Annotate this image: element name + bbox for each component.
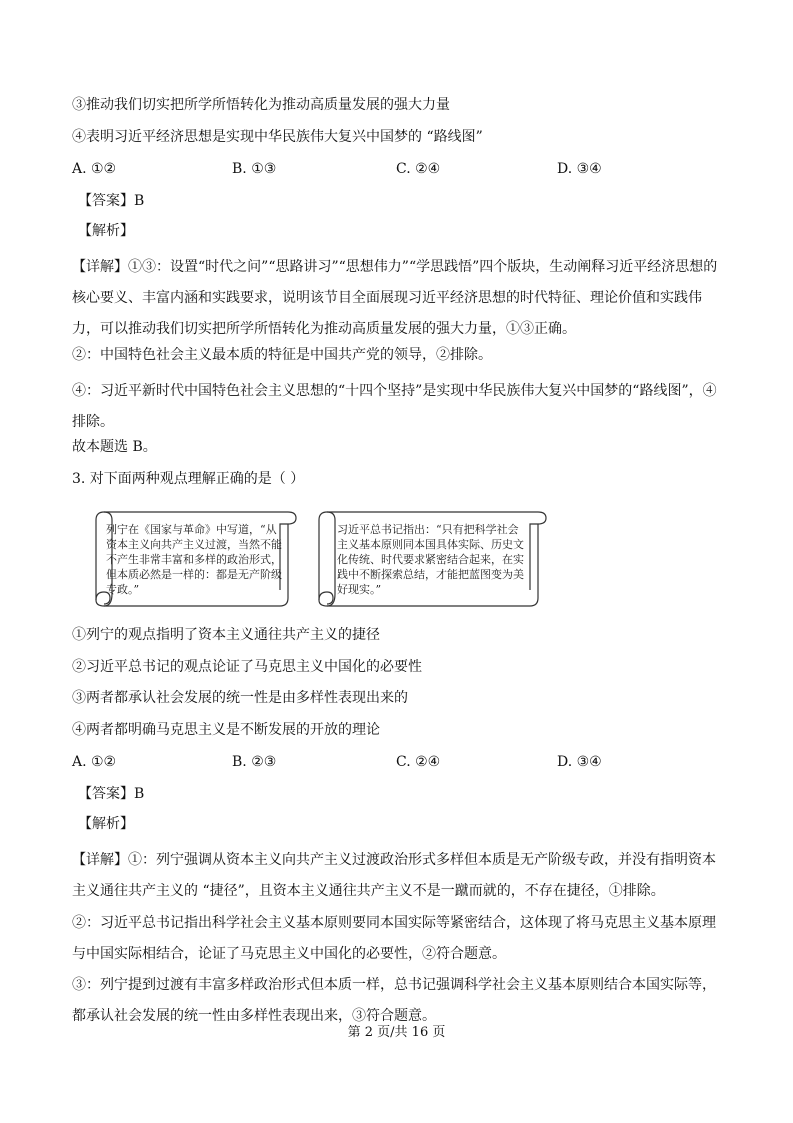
q3-statement-2: ②习近平总书记的观点论证了马克思主义中国化的必要性 xyxy=(72,659,422,675)
q3-analysis-label: 【解析】 xyxy=(78,816,134,832)
q2-option-a: A. ①② xyxy=(72,161,117,177)
q3-answer: 【答案】B xyxy=(78,786,145,802)
quote-text-lenin: 列宁在《国家与革命》中写道，“从资本主义向共产主义过渡，当然不能不产生非常丰富和多样的政治形式，但本质必然是一样的：都是无产阶级专政。” xyxy=(106,523,282,596)
q2-detail-1: 【详解】①③：设置“时代之问”“思路讲习”“思想伟力”“学思践悟”四个版块，生动阐释习近平经济思想的核心要义、丰富内涵和实践要求，说明该节目全面展现习近平经济思想的时代特征、理论价值和实践伟力，可以推动我们切实把所学所悟转化为推动高质量发展的强大力量，①③正确。 xyxy=(72,259,718,337)
q2-answer: 【答案】B xyxy=(78,193,145,209)
q2-conclusion: 故本题选 B。 xyxy=(72,439,157,455)
q3-statement-1: ①列宁的观点指明了资本主义通往共产主义的捷径 xyxy=(72,627,380,643)
q3-option-c: C. ②④ xyxy=(396,754,441,770)
quote-scroll-xi xyxy=(313,504,550,604)
q2-detail-2: ②：中国特色社会主义最本质的特征是中国共产党的领导，②排除。 xyxy=(72,347,492,363)
q2-option-c: C. ②④ xyxy=(396,161,441,177)
q3-statement-3: ③两者都承认社会发展的统一性是由多样性表现出来的 xyxy=(72,690,408,706)
q2-option-b: B. ①③ xyxy=(232,161,277,177)
q3-detail-2: ②：习近平总书记指出科学社会主义基本原则要同本国实际等紧密结合，这体现了将马克思主义基本原理与中国实际相结合，论证了马克思主义中国化的必要性，②符合题意。 xyxy=(72,915,716,962)
q3-option-d: D. ③④ xyxy=(557,754,602,770)
q2-statement-3: ③推动我们切实把所学所悟转化为推动高质量发展的强大力量 xyxy=(72,97,450,113)
q3-option-b: B. ②③ xyxy=(232,754,277,770)
q2-option-d: D. ③④ xyxy=(557,161,602,177)
q3-statement-4: ④两者都明确马克思主义是不断发展的开放的理论 xyxy=(72,722,380,738)
q2-statement-4: ④表明习近平经济思想是实现中华民族伟大复兴中国梦的 “路线图” xyxy=(72,129,483,145)
q2-analysis-label: 【解析】 xyxy=(78,223,134,239)
q3-detail-1: 【详解】①：列宁强调从资本主义向共产主义过渡政治形式多样但本质是无产阶级专政，并没有指明资本主义通往共产主义的 “捷径”，且资本主义通往共产主义不是一蹴而就的，不存在捷径，①排除。 xyxy=(72,852,716,899)
quote-text-xi: 习近平总书记指出：“只有把科学社会主义基本原则同本国具体实际、历史文化传统、时代要求紧密结合起来，在实践中不断探索总结，才能把蓝图变为美好现实。” xyxy=(337,523,524,596)
page-footer: 第 2 页/共 16 页 xyxy=(347,1025,446,1040)
q2-detail-3: ④：习近平新时代中国特色社会主义思想的“十四个坚持”是实现中华民族伟大复兴中国梦的“路线图”，④排除。 xyxy=(72,383,717,430)
q3-stem: 3. 对下面两种观点理解正确的是（ ） xyxy=(72,471,305,487)
q3-option-a: A. ①② xyxy=(72,754,117,770)
quote-scroll-lenin xyxy=(90,504,300,604)
q3-detail-3: ③：列宁提到过渡有丰富多样政治形式但本质一样，总书记强调科学社会主义基本原则结合本国实际等，都承认社会发展的统一性由多样性表现出来，③符合题意。 xyxy=(72,977,716,1024)
